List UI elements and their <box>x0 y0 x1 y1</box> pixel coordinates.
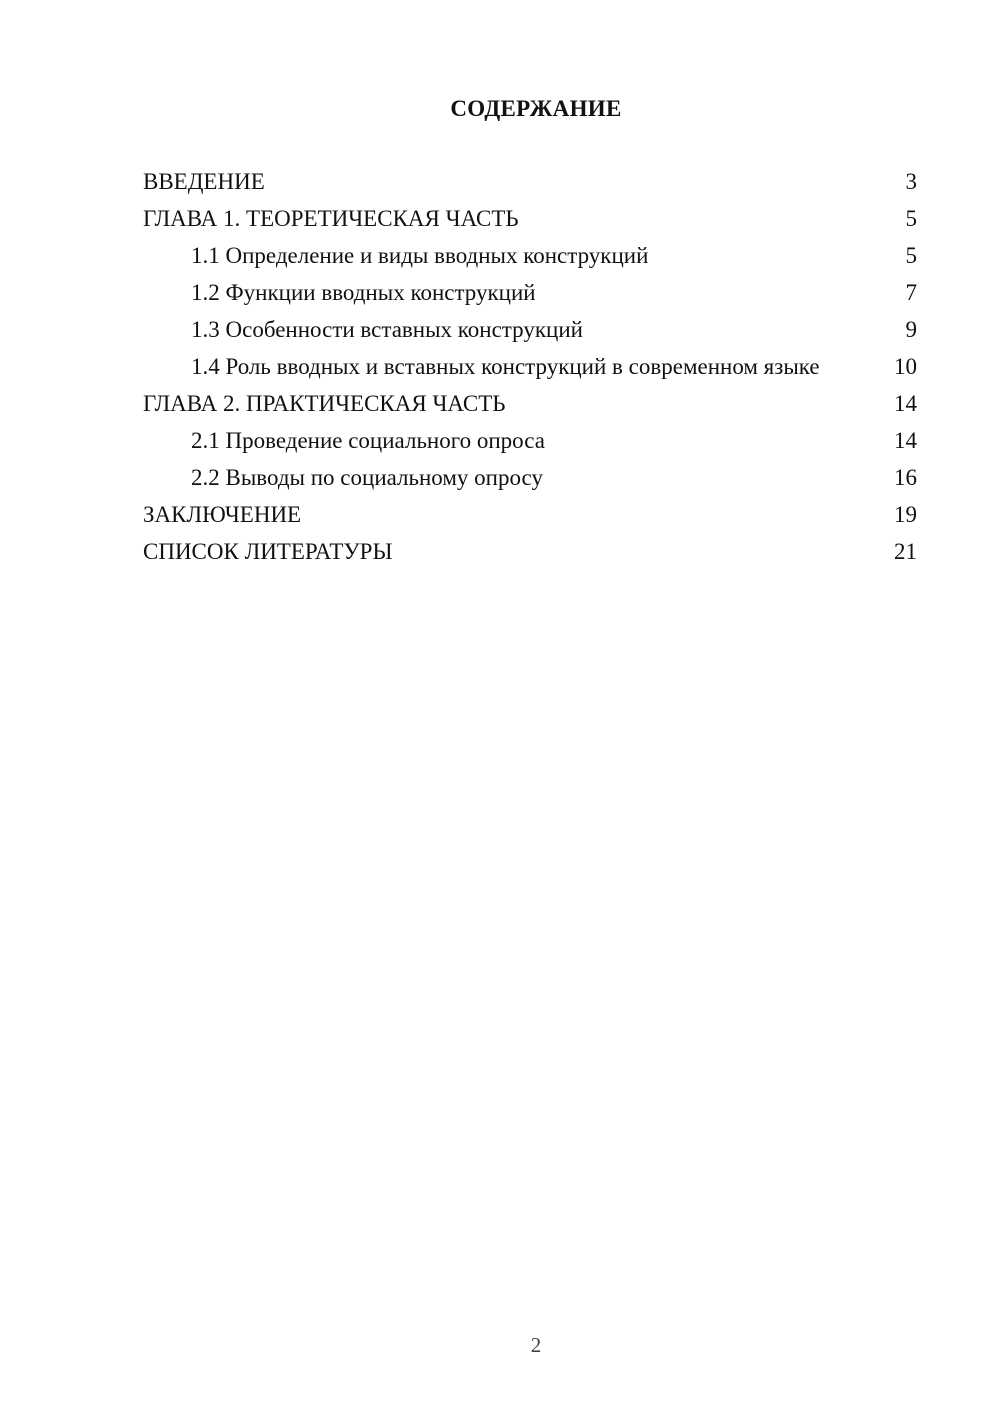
toc-entry-section-2-2[interactable] <box>143 464 917 491</box>
toc-entry-title: 2.1 Проведение социального опроса <box>191 428 545 453</box>
toc-entry-page: 5 <box>905 243 917 268</box>
toc-entry-page: 9 <box>905 317 917 342</box>
toc-entry-title: 2.2 Выводы по социальному опросу <box>191 465 543 490</box>
toc-entry-section-1-2[interactable] <box>143 279 917 306</box>
toc-entry-page: 14 <box>894 428 917 453</box>
toc-entry-page: 3 <box>905 169 917 194</box>
toc-entry-title: ГЛАВА 2. ПРАКТИЧЕСКАЯ ЧАСТЬ <box>143 391 506 416</box>
toc-entry-section-1-3[interactable] <box>143 316 917 343</box>
toc-entry-title: ВВЕДЕНИЕ <box>143 169 265 194</box>
toc-entry-section-2-1[interactable] <box>143 427 917 454</box>
toc-entry-title: 1.1 Определение и виды вводных конструкций <box>191 243 649 268</box>
toc-entry-title: 1.3 Особенности вставных конструкций <box>191 317 583 342</box>
toc-entry-title: ГЛАВА 1. ТЕОРЕТИЧЕСКАЯ ЧАСТЬ <box>143 206 519 231</box>
toc-entry-section-1-4[interactable] <box>143 353 917 380</box>
toc-entry-chapter-2[interactable] <box>143 390 917 417</box>
toc-entry-title: 1.2 Функции вводных конструкций <box>191 280 536 305</box>
toc-heading: СОДЕРЖАНИЕ <box>450 96 622 121</box>
toc-entry-page: 10 <box>894 354 917 379</box>
toc-entry-page: 7 <box>905 280 917 305</box>
toc-entry-title: 1.4 Роль вводных и вставных конструкций в современном языке <box>191 354 820 379</box>
page-number: 2 <box>530 1333 542 1357</box>
toc-entry-chapter-1[interactable] <box>143 205 917 232</box>
toc-entry-introduction[interactable] <box>143 168 917 195</box>
toc-entry-page: 16 <box>894 465 917 490</box>
toc-entry-section-1-1[interactable] <box>143 242 917 269</box>
toc-entry-references[interactable] <box>143 538 917 565</box>
toc-entry-page: 5 <box>905 206 917 231</box>
toc-entry-conclusion[interactable] <box>143 501 917 528</box>
toc-entry-title: ЗАКЛЮЧЕНИЕ <box>143 502 302 527</box>
table-of-contents <box>143 168 917 575</box>
toc-entry-title: СПИСОК ЛИТЕРАТУРЫ <box>143 539 393 564</box>
toc-entry-page: 21 <box>894 539 917 564</box>
toc-entry-page: 14 <box>894 391 917 416</box>
toc-entry-page: 19 <box>894 502 917 527</box>
